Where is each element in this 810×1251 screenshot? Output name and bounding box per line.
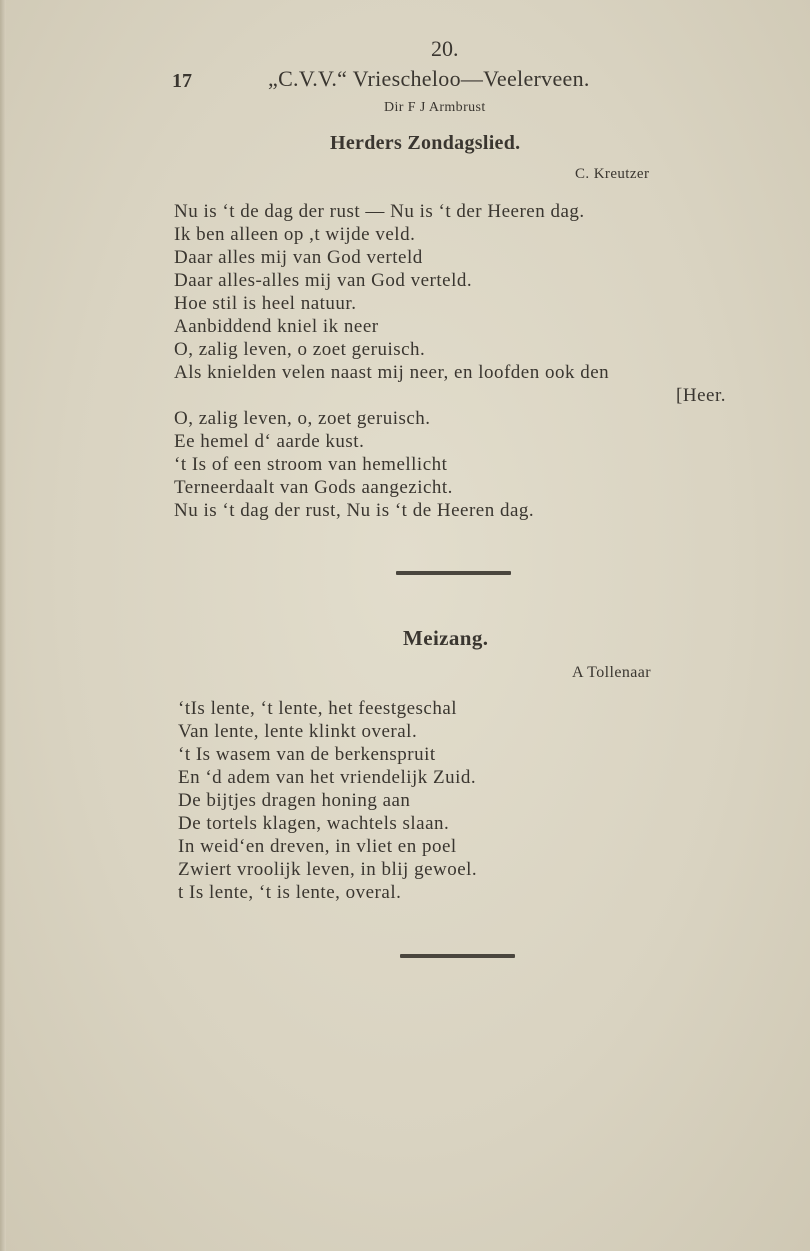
lyric-line: ‘tIs lente, ‘t lente, het feestgeschal [178,698,458,719]
composer-tollenaar: A Tollenaar [572,664,651,681]
lyric-line: Aanbiddend kniel ik neer [174,316,379,337]
lyric-line: Ik ben alleen op ,t wijde veld. [174,224,416,245]
lyric-line: O, zalig leven, o zoet geruisch. [174,339,426,360]
lyric-line-continuation: [Heer. [676,385,726,406]
song-title-herders-zondagslied: Herders Zondagslied. [330,132,521,154]
song-title-meizang: Meizang. [403,626,489,650]
lyric-line: De tortels klagen, wachtels slaan. [178,813,450,834]
lyric-line: Daar alles-alles mij van God verteld. [174,270,473,291]
lyric-line: Daar alles mij van God verteld [174,247,423,268]
section-divider [396,571,511,575]
composer-kreutzer: C. Kreutzer [575,166,650,182]
page-edge [0,0,6,1251]
song1-lyrics [174,200,726,522]
lyric-line: Van lente, lente klinkt overal. [178,721,418,742]
director-name: Dir F J Armbrust [384,100,486,115]
lyric-line: In weid‘en dreven, in vliet en poel [178,836,457,857]
song2-lyrics [178,697,477,904]
song-number: 17 [172,70,192,92]
page-number: 20. [431,36,459,61]
lyric-line: Ee hemel d‘ aarde kust. [174,431,365,452]
lyric-line: t Is lente, ‘t is lente, overal. [178,882,402,903]
lyric-line: Hoe stil is heel natuur. [174,293,357,314]
lyric-line: ‘t Is wasem van de berkenspruit [178,744,436,765]
lyric-line: Als knielden velen naast mij neer, en loofden ook den [174,362,610,383]
lyric-line: O, zalig leven, o, zoet geruisch. [174,408,431,429]
lyric-line: ‘t Is of een stroom van hemellicht [174,454,448,475]
lyric-line: Nu is ‘t dag der rust, Nu is ‘t de Heeren dag. [174,500,535,521]
section-divider [400,954,515,958]
lyric-line: Zwiert vroolijk leven, in blij gewoel. [178,859,478,880]
lyric-line: Nu is ‘t de dag der rust — Nu is ‘t der Heeren dag. [174,201,585,222]
lyric-line: Terneerdaalt van Gods aangezicht. [174,477,453,498]
lyric-line: En ‘d adem van het vriendelijk Zuid. [178,767,477,788]
choir-name: „C.V.V.“ Vriescheloo—Veelerveen. [268,66,590,91]
lyric-line: De bijtjes dragen honing aan [178,790,411,811]
